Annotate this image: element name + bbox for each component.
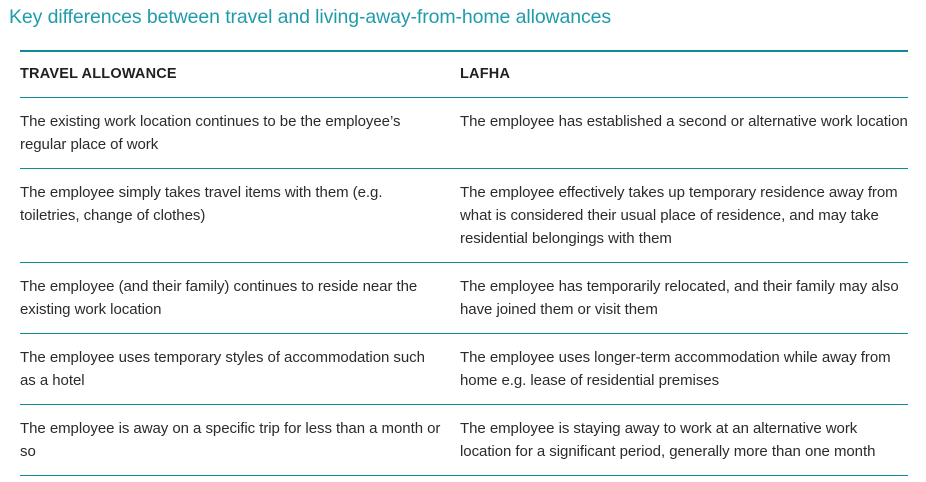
table-header-row [20, 52, 908, 97]
table-bottom-rule [20, 475, 908, 476]
table-row [20, 98, 908, 168]
cell-text: The employee uses longer-term accommodation while away from home e.g. lease of residential premises [460, 349, 891, 389]
page-title: Key differences between travel and living-away-from-home allowances [9, 6, 612, 28]
cell-text: The employee is staying away to work at an alternative work location for a significant period, generally more than one month [460, 420, 876, 460]
column-header-lafha: LAFHA [460, 66, 511, 82]
table-row [20, 334, 908, 404]
cell-lafha [460, 405, 908, 475]
cell-travel-allowance [20, 263, 460, 333]
cell-travel-allowance [20, 334, 460, 404]
cell-travel-allowance [20, 405, 460, 475]
cell-text: The employee effectively takes up temporary residence away from what is considered their usual place of residence, and may take residential belongings with them [460, 184, 898, 247]
cell-text: The employee simply takes travel items with them (e.g. toiletries, change of clothes) [20, 184, 383, 224]
cell-lafha [460, 334, 908, 404]
table-row [20, 263, 908, 333]
cell-text: The existing work location continues to be the employee’s regular place of work [20, 113, 401, 153]
cell-text: The employee uses temporary styles of accommodation such as a hotel [20, 349, 425, 389]
table-row [20, 169, 908, 262]
table-row [20, 405, 908, 475]
column-header-travel-allowance: TRAVEL ALLOWANCE [20, 66, 177, 82]
cell-text: The employee (and their family) continues to reside near the existing work location [20, 278, 418, 318]
cell-lafha [460, 263, 908, 333]
cell-text: The employee has established a second or alternative work location [460, 113, 908, 130]
cell-travel-allowance [20, 98, 460, 168]
cell-travel-allowance [20, 169, 460, 239]
comparison-table [20, 50, 908, 476]
cell-text: The employee is away on a specific trip for less than a month or so [20, 420, 441, 460]
cell-lafha [460, 98, 908, 145]
cell-lafha [460, 169, 908, 262]
cell-text: The employee has temporarily relocated, and their family may also have joined them or visit them [460, 278, 899, 318]
